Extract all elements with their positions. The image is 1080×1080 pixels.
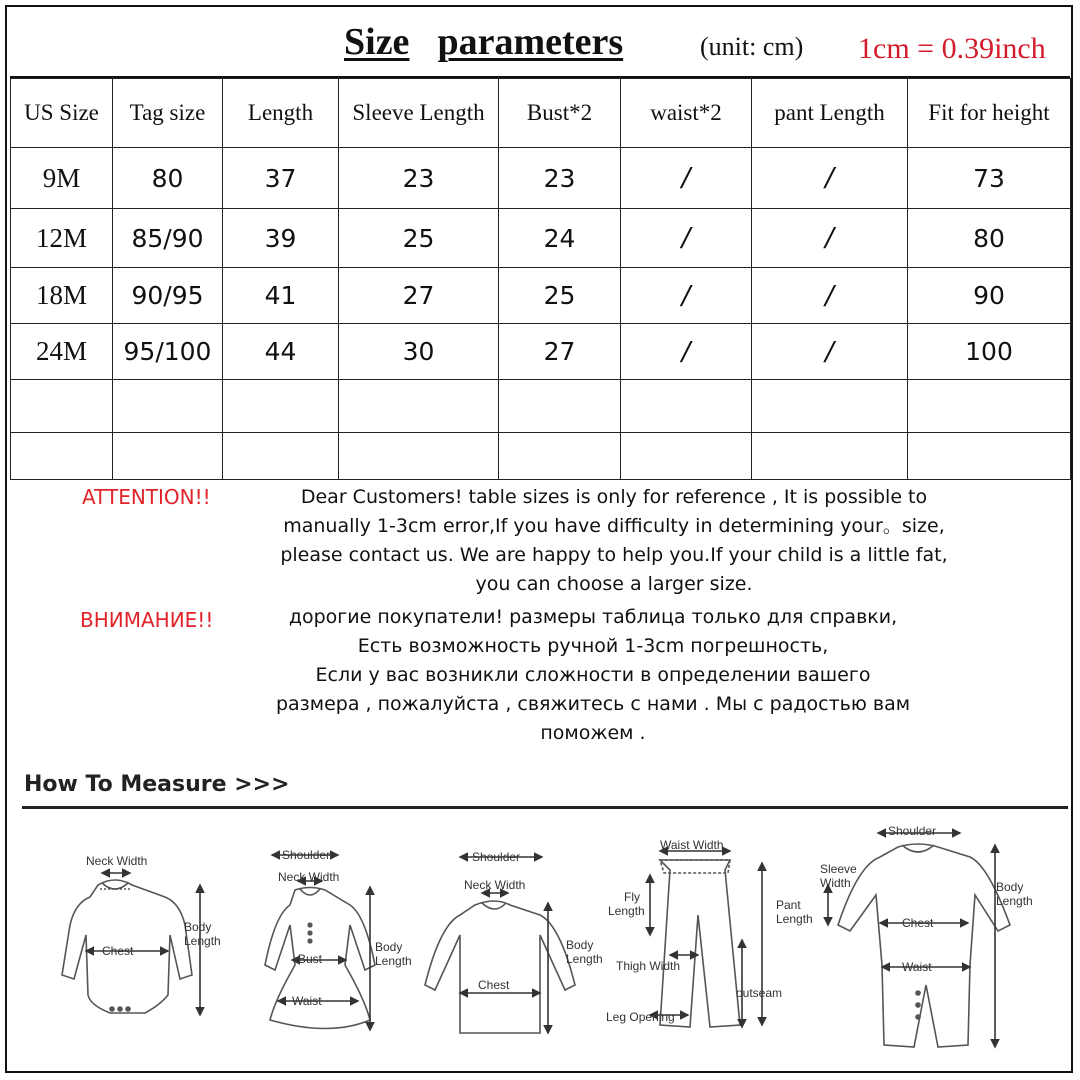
table-cell: 90/95 (113, 268, 223, 324)
how-to-measure-divider (22, 806, 1068, 809)
table-cell: 30 (339, 324, 499, 380)
label-waist: Waist (292, 994, 322, 1008)
table-row (11, 268, 1071, 324)
col-header-fit-for-height: Fit for height (908, 79, 1071, 148)
table-cell: 12M (11, 209, 113, 268)
label-leg-opening: Leg Opening (606, 1010, 675, 1024)
table-cell: 24M (11, 324, 113, 380)
col-header-waist: waist*2 (621, 79, 752, 148)
attention-line: manually 1-3cm error,If you have difficulty in determining your。size, (283, 515, 945, 537)
size-table (10, 78, 1071, 480)
table-cell: / (621, 209, 752, 268)
conversion-note: 1cm = 0.39inch (858, 32, 1046, 65)
label-body: Body (996, 880, 1024, 894)
label-thigh-width: Thigh Width (616, 959, 681, 973)
table-cell: 27 (499, 324, 621, 380)
table-cell: 25 (339, 209, 499, 268)
table-cell (752, 380, 908, 433)
table-cell: / (752, 148, 908, 209)
label-shoulder: Shoulder (888, 824, 937, 838)
table-row (11, 148, 1071, 209)
table-cell (223, 380, 339, 433)
vnimanie-line: поможем . (540, 722, 646, 744)
label-chest: Chest (478, 978, 510, 992)
table-cell: 85/90 (113, 209, 223, 268)
header (8, 10, 1072, 72)
label-sleeve: Sleeve (820, 862, 857, 876)
label-fly: Fly (624, 890, 640, 904)
table-cell: 90 (908, 268, 1071, 324)
table-cell: 27 (339, 268, 499, 324)
col-header-sleeve-length: Sleeve Length (339, 79, 499, 148)
table-cell (223, 433, 339, 480)
table-row-empty (11, 433, 1071, 480)
table-cell: 25 (499, 268, 621, 324)
table-cell: 37 (223, 148, 339, 209)
how-to-measure-title: How To Measure >>> (24, 772, 290, 797)
label-waist: Waist (902, 960, 932, 974)
table-cell (621, 380, 752, 433)
pants-diagram (650, 851, 762, 1027)
vnimanie-text (228, 603, 958, 748)
table-cell: 73 (908, 148, 1071, 209)
table-cell: 18M (11, 268, 113, 324)
label-body: Body (375, 940, 403, 954)
label-outseam: outseam (736, 986, 783, 1000)
vnimanie-line: размера , пожалуйста , свяжитесь с нами . Мы с радостью вам (275, 693, 911, 715)
table-cell: 100 (908, 324, 1071, 380)
table-row (11, 324, 1071, 380)
attention-text (236, 483, 992, 599)
measure-diagrams-svg (20, 815, 1070, 1070)
table-cell: / (621, 268, 752, 324)
table-cell: 39 (223, 209, 339, 268)
table-cell (113, 433, 223, 480)
table-cell: / (621, 324, 752, 380)
table-cell: 80 (908, 209, 1071, 268)
label-length: Length (375, 954, 412, 968)
col-header-bust: Bust*2 (499, 79, 621, 148)
table-cell (499, 380, 621, 433)
table-cell: 41 (223, 268, 339, 324)
vnimanie-label: ВНИМАНИЕ!! (80, 608, 214, 632)
label-neck-width: Neck Width (86, 854, 148, 868)
table-cell (908, 380, 1071, 433)
table-cell (339, 433, 499, 480)
table-cell: 23 (339, 148, 499, 209)
label-bust: Bust (298, 952, 323, 966)
label-waist-width: Waist Width (660, 838, 724, 852)
table-row (11, 209, 1071, 268)
label-shoulder: Shoulder (282, 848, 331, 862)
label-length: Length (184, 934, 221, 948)
table-cell (11, 380, 113, 433)
table-row-empty (11, 380, 1071, 433)
title-word-size: Size (344, 21, 410, 63)
table-cell: / (752, 209, 908, 268)
col-header-pant-length: pant Length (752, 79, 908, 148)
table-cell: 95/100 (113, 324, 223, 380)
label-length: Length (566, 952, 603, 966)
label-chest: Chest (102, 944, 134, 958)
table-header-row (11, 79, 1071, 148)
attention-line: please contact us. We are happy to help you.If your child is a little fat, (280, 544, 948, 566)
label-body: Body (566, 938, 594, 952)
label-pant: Pant (776, 898, 801, 912)
table-cell (499, 433, 621, 480)
table-cell: / (621, 148, 752, 209)
vnimanie-line: дорогие покупатели! размеры таблица только для справки, (288, 606, 898, 628)
attention-line: Dear Customers! table sizes is only for reference , It is possible to (300, 486, 928, 508)
table-cell (752, 433, 908, 480)
unit-note: (unit: cm) (700, 32, 804, 61)
label-length: Length (776, 912, 813, 926)
label-neck-width: Neck Width (278, 870, 340, 884)
label-body: Body (184, 920, 212, 934)
table-cell: / (752, 324, 908, 380)
label-length: Length (608, 904, 645, 918)
table-cell: 80 (113, 148, 223, 209)
label-length: Length (996, 894, 1033, 908)
title-word-parameters: parameters (437, 21, 624, 63)
vnimanie-line: Есть возможность ручной 1-3cm погрешность, (357, 635, 829, 657)
col-header-tag-size: Tag size (113, 79, 223, 148)
table-cell: 44 (223, 324, 339, 380)
attention-label: ATTENTION!! (82, 485, 211, 509)
table-cell (339, 380, 499, 433)
label-chest: Chest (902, 916, 934, 930)
vnimanie-line: Если у вас возникли сложности в определении вашего (315, 664, 871, 686)
page-title (344, 20, 623, 64)
table-cell (621, 433, 752, 480)
label-shoulder: Shoulder (472, 850, 521, 864)
table-cell: 24 (499, 209, 621, 268)
measure-diagrams (20, 815, 1070, 1070)
table-cell: 9M (11, 148, 113, 209)
table-cell (908, 433, 1071, 480)
table-cell: 23 (499, 148, 621, 209)
label-width: Width (820, 876, 851, 890)
label-neck-width: Neck Width (464, 878, 526, 892)
attention-line: you can choose a larger size. (475, 573, 753, 595)
col-header-us-size: US Size (11, 79, 113, 148)
table-cell (11, 433, 113, 480)
table-cell (113, 380, 223, 433)
table-cell: / (752, 268, 908, 324)
col-header-length: Length (223, 79, 339, 148)
